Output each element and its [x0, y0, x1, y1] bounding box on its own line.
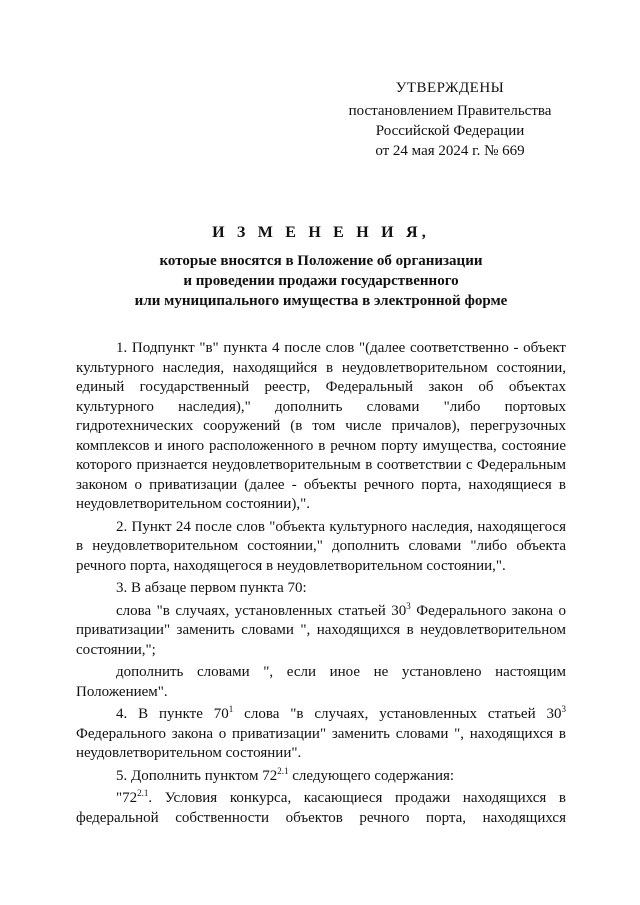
paragraph-4 — [76, 602, 566, 661]
document-subtitle-line-3: или муниципального имущества в электронной форме — [134, 293, 508, 309]
paragraph-4-text-a: слова "в случаях, установленных статьей 30 — [116, 602, 407, 619]
paragraph-6-text-c: Федерального закона о приватизации" заменить словами ", находящихся в неудовлетворительном состоянии". — [76, 725, 566, 761]
paragraph-4-superscript: 3 — [406, 600, 411, 611]
paragraph-7-text-a: 5. Дополнить пунктом 72 — [116, 767, 278, 784]
document-heading — [76, 224, 566, 311]
paragraph-2: 2. Пункт 24 после слов "объекта культурного наследия, находящегося в неудовлетворительном состоянии," дополнить словами "либо объекта речного порта, находящегося в неудовлетворительном состоянии,". — [76, 518, 566, 574]
document-subtitle-line-2: и проведении продажи государственного — [183, 273, 459, 289]
approval-line-1: постановлением Правительства — [348, 103, 552, 119]
paragraph-1: 1. Подпункт "в" пункта 4 после слов "(далее соответственно - объект культурного наследия, находящийся в неудовлетворительном состоянии, единый государственный реестр, Федеральный закон об объектах культурного наследия)," дополнить словами "либо портовых гидротехнических сооружений (в том числе причалов), перегрузочных комплексов и иного расположенного в речном порту имущества, состояние которого признается неудовлетворительным в соответствии с Федеральным законом о приватизации (далее - объекты речного порта, находящиеся в неудовлетворительном состоянии),". — [76, 340, 566, 512]
paragraph-7-text-b: следующего содержания: — [288, 767, 455, 784]
paragraph-6-text-a: 4. В пункте 70 — [116, 706, 229, 722]
approval-line-3: от 24 мая 2024 г. № 669 — [375, 143, 525, 159]
document-subtitle-line-1: которые вносятся в Положение об организации — [159, 253, 483, 269]
paragraph-8-text-b: . Условия конкурса, касающиеся продажи находящихся в федеральной собственности объектов речного порта, находящихся — [76, 790, 566, 826]
paragraph-8-superscript: 2.1 — [137, 788, 149, 798]
paragraph-7 — [76, 767, 566, 787]
approval-block — [340, 78, 560, 161]
paragraph-6 — [76, 705, 566, 764]
approval-line-2: Российской Федерации — [375, 123, 525, 139]
paragraph-8-text-a: "72 — [116, 790, 138, 806]
paragraph-8 — [76, 789, 566, 828]
paragraph-6-superscript-2: 3 — [561, 704, 566, 714]
paragraph-4-text-b: Федерального закона о приватизации" заменить словами ", находящихся в неудовлетворительном состоянии,"; — [76, 602, 566, 658]
paragraph-7-superscript: 2.1 — [277, 765, 289, 776]
approval-title: УТВЕРЖДЕНЫ — [395, 80, 505, 96]
paragraph-3: 3. В абзаце первом пункта 70: — [116, 580, 307, 596]
document-body — [76, 339, 566, 831]
document-title: И З М Е Н Е Н И Я, — [212, 224, 430, 241]
paragraph-6-text-b: слова "в случаях, установленных статьей 30 — [233, 706, 562, 722]
paragraph-5: дополнить словами ", если иное не установлено настоящим Положением". — [76, 664, 566, 700]
paragraph-6-superscript-1: 1 — [228, 704, 234, 714]
